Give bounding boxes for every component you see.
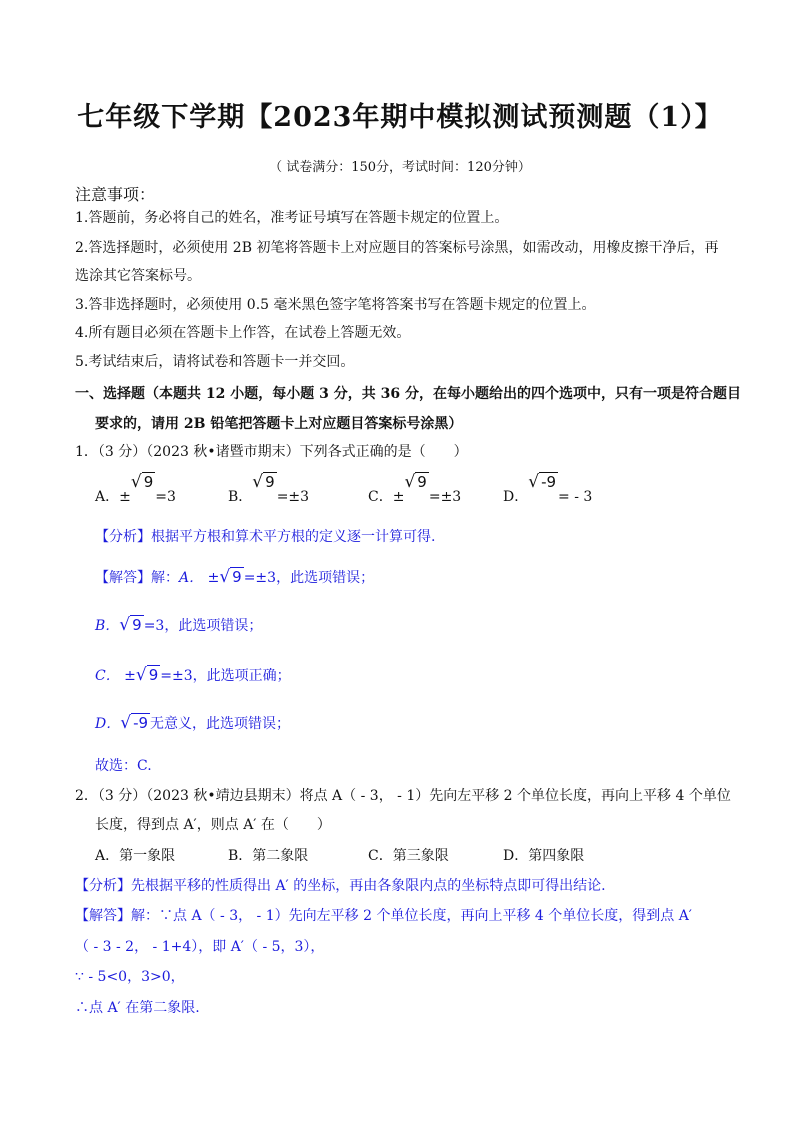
q2-answer-line-3: ∵ - 5<0，3>0，: [75, 969, 185, 985]
q2-analysis: 【分析】先根据平移的性质得出 A′ 的坐标，再由各象限内点的坐标特点即可得出结论.: [75, 878, 606, 894]
q1-option-d: [503, 472, 593, 507]
q1-answer-d: D．√ -9 无意义，此选项错误；: [95, 713, 291, 733]
q2-option-d: D．第四象限: [503, 848, 585, 864]
option-label: B．: [228, 489, 253, 505]
q2-answer-line-1: 【解答】解：∵点 A（ - 3， - 1）先向左平移 2 个单位长度，再向上平移 4 个单位长度，得到点 A′: [75, 908, 692, 924]
notice-heading: 注意事项：: [75, 185, 156, 204]
option-label: A．±: [95, 489, 131, 505]
sqrt-icon: √ -9: [120, 713, 149, 733]
q2-stem: 2．（3 分）（2023 秋•靖边县期末）将点 A（ - 3， - 1）先向左平移 2 个单位长度，再向上平移 4 个单位: [75, 788, 731, 804]
q1-option-c: [368, 472, 462, 507]
notice-item-1: 1.答题前，务必将自己的姓名，准考证号填写在答题卡规定的位置上。: [75, 210, 509, 226]
q1-answer-c: C． ±√ 9 =±3，此选项正确；: [95, 665, 291, 685]
notice-item-5: 5.考试结束后，请将试卷和答题卡一并交回。: [75, 354, 355, 370]
q1-analysis: 【分析】根据平方根和算术平方根的定义逐一计算可得.: [95, 529, 436, 545]
sqrt-icon: √ 9: [404, 472, 427, 492]
q2-option-a: A．第一象限: [95, 848, 176, 864]
q1-option-a: [95, 472, 176, 507]
exam-info: （ 试卷满分：150分，考试时间：120分钟）: [269, 160, 531, 175]
section-heading-cont: 要求的，请用 2B 铅笔把答题卡上对应题目答案标号涂黑）: [95, 416, 463, 432]
q2-stem-cont: 长度，得到点 A′，则点 A′ 在（ ）: [95, 817, 331, 833]
option-value: =3: [155, 489, 176, 505]
q1-answer-a: 【解答】解：A． ±√ 9 =±3，此选项错误；: [95, 567, 375, 587]
page-title: 七年级下学期【2023年期中模拟测试预测题（1）】: [77, 102, 723, 133]
notice-item-2: 2.答选择题时，必须使用 2B 初笔将答题卡上对应题目的答案标号涂黑，如需改动，用橡皮擦干净后，再: [75, 240, 719, 256]
option-value: = - 3: [558, 489, 593, 505]
section-heading: 一、选择题（本题共 12 小题，每小题 3 分，共 36 分，在每小题给出的四个选项中，只有一项是符合题目: [75, 386, 741, 402]
q2-option-b: B．第二象限: [228, 848, 309, 864]
q1-answer-b: B．√ 9 =3，此选项错误；: [95, 615, 263, 635]
q1-conclusion: 故选：C.: [95, 758, 152, 774]
option-label: D．: [503, 489, 529, 505]
q2-answer-line-4: ∴点 A′ 在第二象限.: [75, 1000, 200, 1016]
option-value: =±3: [276, 489, 310, 505]
sqrt-icon: √ 9: [135, 665, 159, 685]
notice-item-2-cont: 选涂其它答案标号。: [75, 268, 201, 284]
q2-answer-line-2: （ - 3 - 2， - 1+4），即 A′（ - 5，3），: [75, 939, 325, 955]
q2-option-c: C．第三象限: [368, 848, 449, 864]
notice-item-4: 4.所有题目必须在答题卡上作答，在试卷上答题无效。: [75, 325, 411, 341]
sqrt-icon: √ 9: [219, 567, 242, 587]
sqrt-icon: √ 9: [130, 472, 154, 492]
sqrt-icon: √ 9: [119, 615, 142, 635]
option-value: =±3: [428, 489, 462, 505]
q1-stem: 1．（3 分）（2023 秋•诸暨市期末）下列各式正确的是（ ）: [75, 444, 468, 460]
notice-item-3: 3.答非选择题时，必须使用 0.5 毫米黑色签字笔将答案书写在答题卡规定的位置上。: [75, 297, 596, 313]
sqrt-icon: √ 9: [252, 472, 275, 492]
option-label: C．±: [368, 489, 405, 505]
sqrt-icon: √ -9: [528, 472, 557, 492]
q1-option-b: [228, 472, 310, 507]
